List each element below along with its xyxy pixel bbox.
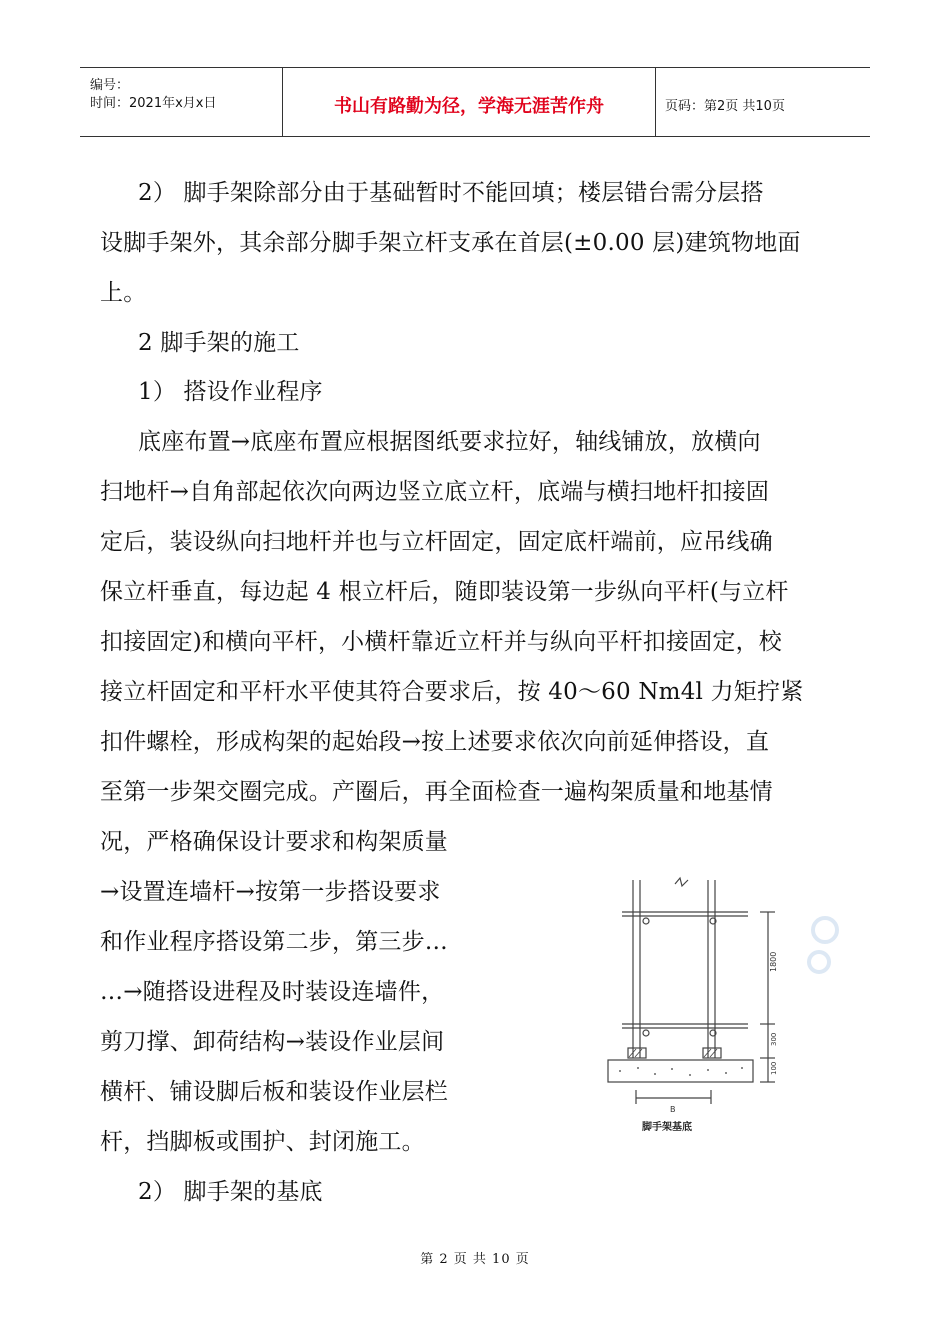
paragraph-line: 扣件螺栓，形成构架的起始段→按上述要求依次向前延伸搭设，直 xyxy=(100,729,770,755)
section-heading: 2 脚手架的施工 xyxy=(138,330,300,356)
paragraph-line: 和作业程序搭设第二步，第三步… xyxy=(100,929,448,955)
paragraph-line: …→随搭设进程及时装设连墙件， xyxy=(100,979,445,1005)
watermark-decoration xyxy=(795,900,855,990)
dimension-width: B xyxy=(670,1105,676,1114)
paragraph-line: →设置连墙杆→按第一步搭设要求 xyxy=(100,879,441,905)
header-motto: 书山有路勤为径，学海无涯苦作舟 xyxy=(334,96,604,117)
dimension-1800: 1800 xyxy=(769,951,778,972)
paragraph-line: 定后，装设纵向扫地杆并也与立杆固定，固定底杆端前，应吊线确 xyxy=(100,529,773,555)
paragraph-line: 设脚手架外，其余部分脚手架立杆支承在首层(±0.00 层)建筑物地面 xyxy=(100,230,801,256)
header-left-cell xyxy=(80,68,282,136)
header-right-cell xyxy=(655,68,870,136)
paragraph-line: 杆，挡脚板或围护、封闭施工。 xyxy=(100,1129,425,1155)
header-motto-cell xyxy=(282,68,656,136)
paragraph-line: 剪刀撑、卸荷结构→装设作业层间 xyxy=(100,1029,445,1055)
paragraph-line: 横杆、铺设脚后板和装设作业层栏 xyxy=(100,1079,448,1105)
subsection-heading: 2） 脚手架的基底 xyxy=(138,1179,323,1205)
page-footer: 第 2 页 共 10 页 xyxy=(420,1252,530,1267)
paragraph-line: 接立杆固定和平杆水平使其符合要求后，按 40～60 Nm4l 力矩拧紧 xyxy=(100,679,804,705)
paragraph-line: 扣接固定)和横向平杆，小横杆靠近立杆并与纵向平杆扣接固定，校 xyxy=(100,629,782,655)
document-number: 编号： xyxy=(90,78,130,93)
paragraph-line: 至第一步架交圈完成。产圈后，再全面检查一遍构架质量和地基情 xyxy=(100,779,773,805)
paragraph-line: 保立杆垂直，每边起 4 根立杆后，随即装设第一步纵向平杆(与立杆 xyxy=(100,579,789,605)
header-page-number: 页码：第2页 共10页 xyxy=(665,99,785,114)
page-header xyxy=(80,67,870,137)
document-time: 时间：2021年x月x日 xyxy=(90,96,217,111)
subsection-heading: 1） 搭设作业程序 xyxy=(138,379,323,405)
paragraph-line: 底座布置→底座布置应根据图纸要求拉好，轴线铺放，放横向 xyxy=(138,429,761,455)
diagram-caption: 脚手架基底 xyxy=(642,1122,692,1133)
paragraph-line: 扫地杆→自角部起依次向两边竖立底立杆，底端与横扫地杆扣接固 xyxy=(100,479,770,505)
paragraph-line: 上。 xyxy=(100,280,147,306)
dimension-100: 100 xyxy=(770,1061,778,1075)
paragraph-line: 2） 脚手架除部分由于基础暂时不能回填；楼层错台需分层搭 xyxy=(138,180,764,206)
dimension-300: 300 xyxy=(770,1032,778,1046)
paragraph-line: 况，严格确保设计要求和构架质量 xyxy=(100,829,448,855)
